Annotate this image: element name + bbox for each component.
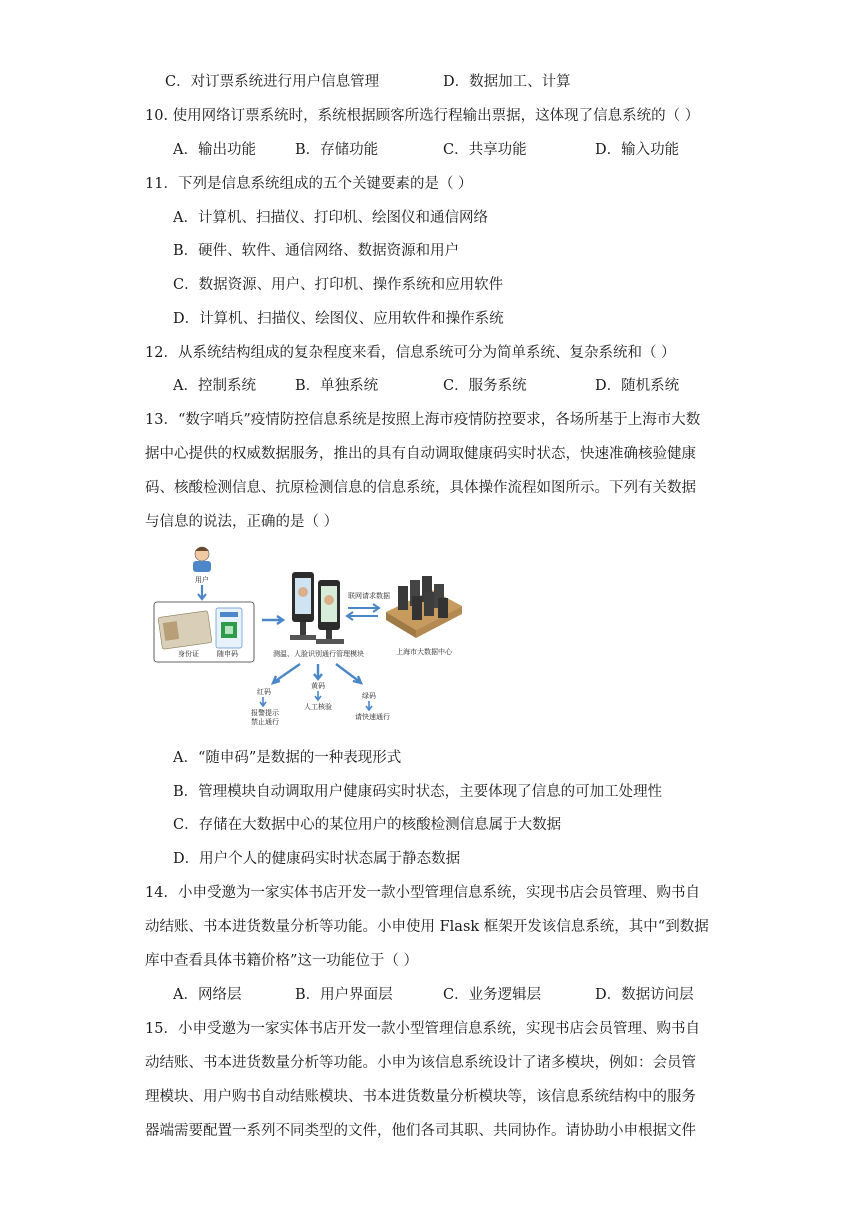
q12-stem: 12．从系统结构组成的复杂程度来看，信息系统可分为简单系统、复杂系统和（ ） [145,345,676,361]
user-label: 用户 [195,576,209,584]
green-arrow-icon [336,664,361,683]
id-card-label: 身份证 [178,650,199,658]
q15-stem-line-4: 器端需要配置一系列不同类型的文件，他们各司其职、共同协作。请协助小申根据文件 [145,1123,696,1139]
q11-stem: 11．下列是信息系统组成的五个关键要素的是（ ） [145,176,473,192]
q13-stem-line-2: 据中心提供的权威数据服务，推出的具有自动调取健康码实时状态，快速准确核验健康 [145,446,696,462]
q10-option-b: B．存储功能 [295,142,379,158]
q13-stem-line-3: 码、核酸检测信息、抗原检测信息的信息系统，具体操作流程如图所示。下列有关数据 [145,480,696,496]
q15-stem-line-3: 理模块、用户购书自动结账模块、书本进货数量分析模块等，该信息系统结构中的服务 [145,1089,696,1105]
red-result-label: 报警提示 [251,709,279,717]
q10-option-a: A．输出功能 [173,142,256,158]
terminal-device-icon [290,572,344,644]
random-code-label: 随申码 [217,650,238,658]
yellow-arrow-icon [314,664,322,679]
request-arrow-icon [348,604,379,612]
data-center-icon [386,576,462,638]
user-icon [193,547,211,572]
q14-option-a: A．网络层 [173,987,242,1003]
q13-stem-line-4: 与信息的说法，正确的是（ ） [145,514,339,530]
q13-option-d: D．用户个人的健康码实时状态属于静态数据 [173,851,461,867]
q13-option-b: B．管理模块自动调取用户健康码实时状态，主要体现了信息的可加工处理性 [173,784,663,800]
q11-option-b: B．硬件、软件、通信网络、数据资源和用户 [173,243,460,259]
q15-stem-line-1: 15．小申受邀为一家实体书店开发一款小型管理信息系统，实现书店会员管理、购书自 [145,1021,700,1037]
q14-option-b: B．用户界面层 [295,987,393,1003]
right-arrow-icon [262,616,283,624]
green-code-label: 绿码 [362,692,376,700]
yellow-result-label: 人工核验 [304,703,332,711]
q10-option-d: D．输入功能 [595,142,680,158]
q14-stem-line-3: 库中查看具体书籍价格”这一功能位于（ ） [145,953,419,969]
q9-option-c: C．对订票系统进行用户信息管理 [165,74,380,90]
id-card-icon [158,611,212,650]
q10-option-c: C．共享功能 [443,142,527,158]
q14-stem-line-2: 动结账、书本进货数量分析等功能。小申使用 Flask 框架开发该信息系统，其中“到数据 [145,919,709,935]
q14-stem-line-1: 14．小申受邀为一家实体书店开发一款小型管理信息系统，实现书店会员管理、购书自 [145,885,700,901]
red-arrow-icon [273,664,300,683]
yellow-code-label: 黄码 [311,682,325,690]
q14-option-c: C．业务逻辑层 [443,987,542,1003]
red-result-label-2: 禁止通行 [251,718,279,726]
q11-option-d: D．计算机、扫描仪、绘图仪、应用软件和操作系统 [173,311,504,327]
q12-option-d: D．随机系统 [595,378,680,394]
request-label: 联网请求数据 [348,592,390,600]
q13-stem-line-1: 13．“数字哨兵”疫情防控信息系统是按照上海市疫情防控要求，各场所基于上海市大数 [145,412,701,428]
module-label: 测温、人脸识别通行管理模块 [273,650,364,658]
q12-option-c: C．服务系统 [443,378,527,394]
q9-option-d: D．数据加工、计算 [443,74,571,90]
flow-diagram [150,542,470,728]
q11-option-c: C．数据资源、用户、打印机、操作系统和应用软件 [173,277,504,293]
q12-option-a: A．控制系统 [173,378,256,394]
datacenter-label: 上海市大数据中心 [396,648,452,656]
green-result-arrow-icon [366,701,372,710]
q11-option-a: A．计算机、扫描仪、打印机、绘图仪和通信网络 [173,210,488,226]
q15-stem-line-2: 动结账、书本进货数量分析等功能。小申为该信息系统设计了诸多模块，例如：会员管 [145,1055,696,1071]
q13-option-a: A．“随申码”是数据的一种表现形式 [173,750,402,766]
red-code-label: 红码 [257,688,271,696]
q12-option-b: B．单独系统 [295,378,379,394]
q13-flow-figure [150,542,470,728]
yellow-result-arrow-icon [315,691,321,700]
down-arrow-icon [198,585,206,599]
q10-stem: 10. 使用网络订票系统时，系统根据顾客所选行程输出票据，这体现了信息系统的（ ） [145,108,700,124]
q14-option-d: D．数据访问层 [595,987,694,1003]
q13-option-c: C．存储在大数据中心的某位用户的核酸检测信息属于大数据 [173,817,562,833]
response-arrow-icon [347,612,378,620]
green-result-label: 请快速通行 [355,713,390,721]
qr-code-icon [216,608,242,648]
red-result-arrow-icon [260,697,266,706]
